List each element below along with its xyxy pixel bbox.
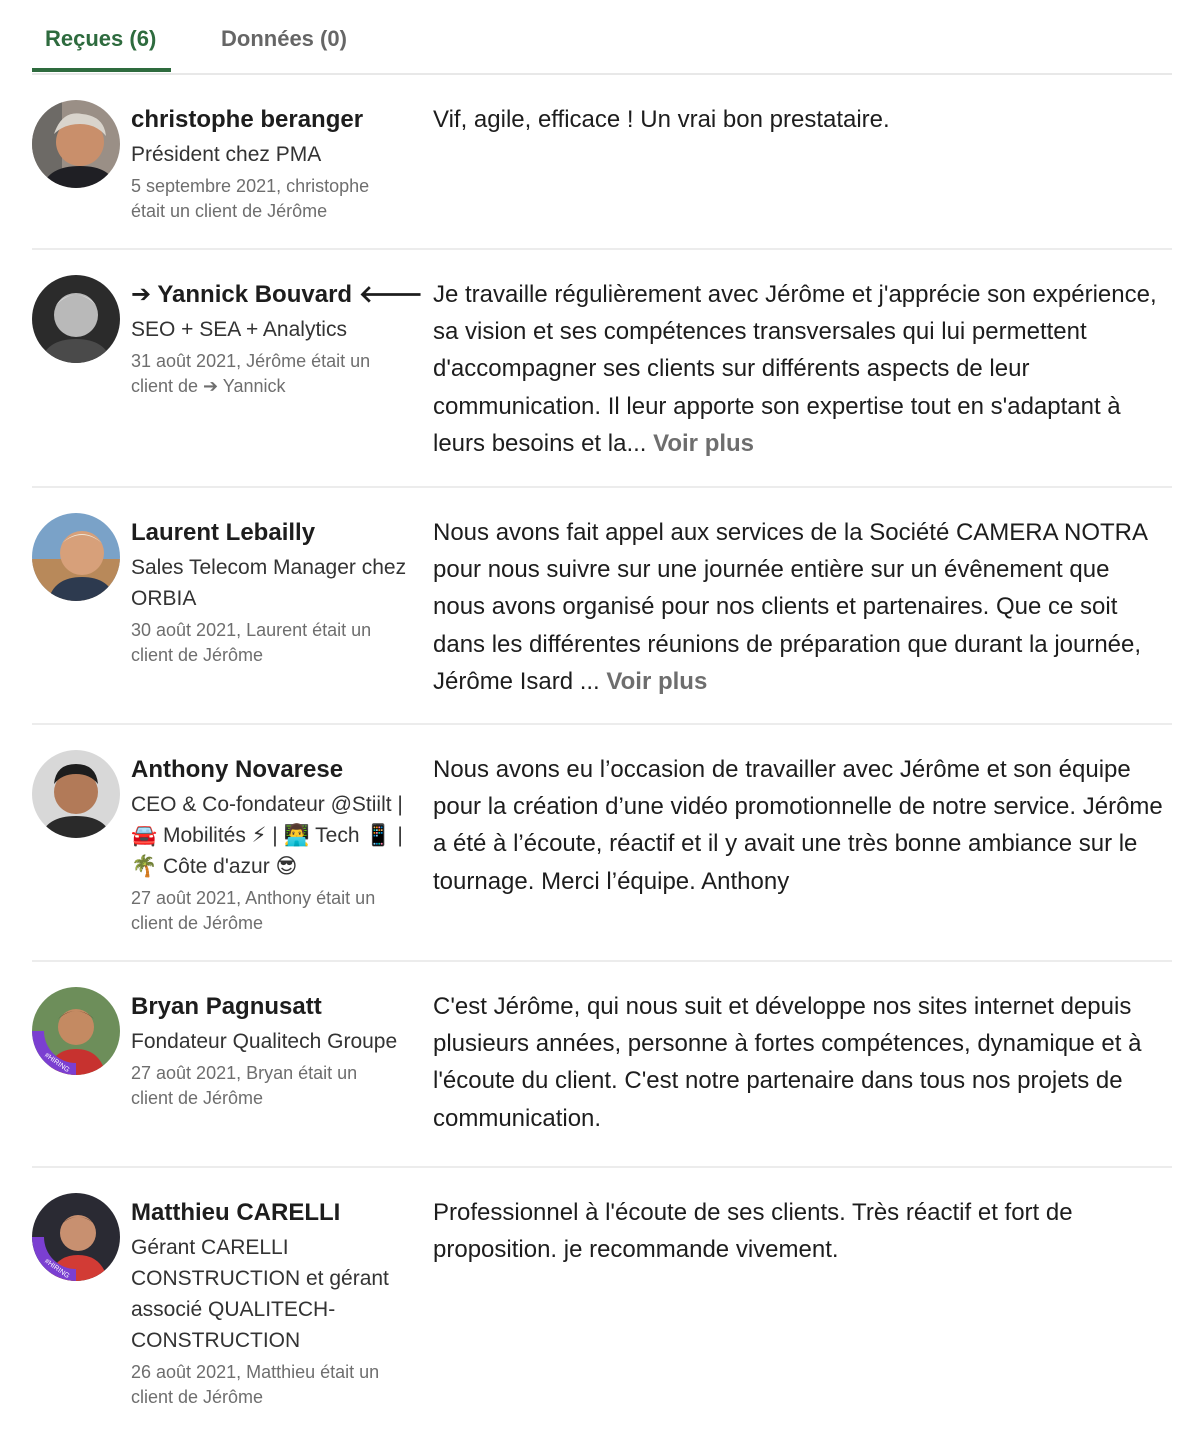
- relation-line: client de Jérôme: [131, 1088, 264, 1108]
- date-line: 27 août 2021, Anthony était un: [131, 888, 376, 908]
- hiring-badge-text: #HIRING: [43, 1257, 71, 1280]
- see-more-link[interactable]: Voir plus: [606, 667, 708, 695]
- person-photo-icon: [32, 275, 120, 363]
- date-line: 26 août 2021, Matthieu était un: [131, 1362, 380, 1382]
- see-more-link[interactable]: Voir plus: [653, 429, 755, 457]
- active-tab-indicator: [32, 68, 171, 72]
- avatar[interactable]: [32, 750, 120, 838]
- avatar[interactable]: [32, 1193, 120, 1281]
- recommender-headline: Sales Telecom Manager chez ORBIA: [131, 556, 407, 610]
- recommender-headline: Fondateur Qualitech Groupe: [131, 1030, 398, 1053]
- relation-line: client de ➔ Yannick: [131, 376, 286, 396]
- recommendation-body: Nous avons fait appel aux services de la Société CAMERA NOTRA pour nous suivre sur une journée entière sur un évênement que nous avons organisé pour nos clients et partenaires. Que ce soit dans les différentes réunions de préparation que durant la journée, Jérôme Isard ...: [433, 519, 1147, 695]
- date-line: 5 septembre 2021, christophe: [131, 176, 370, 196]
- recommender-headline: SEO + SEA + Analytics: [131, 318, 347, 341]
- recommender-name[interactable]: Anthony Novarese: [131, 756, 344, 783]
- recommendation-body: C'est Jérôme, qui nous suit et développe nos sites internet depuis plusieurs années, personne à fortes compétences, dynamique et à l'écoute du client. C'est notre partenaire dans tous nos projets de communication.: [433, 993, 1142, 1132]
- person-photo-hiring-icon: [32, 987, 120, 1075]
- avatar[interactable]: [32, 987, 120, 1075]
- recommendation-item: [32, 725, 1172, 962]
- recommendation-date: [131, 349, 416, 399]
- recommendation-text: [433, 751, 1168, 900]
- date-line: 31 août 2021, Jérôme était un: [131, 351, 371, 371]
- person-photo-hiring-icon: [32, 1193, 120, 1281]
- recommendation-date: [131, 1360, 416, 1410]
- recommender-name[interactable]: Bryan Pagnusatt: [131, 993, 322, 1020]
- person-photo-icon: [32, 750, 120, 838]
- recommender-headline: Gérant CARELLI CONSTRUCTION et gérant associé QUALITECH-CONSTRUCTION: [131, 1236, 389, 1352]
- date-line: 30 août 2021, Laurent était un: [131, 620, 372, 640]
- recommendation-item: [32, 1168, 1172, 1436]
- date-line: 27 août 2021, Bryan était un: [131, 1063, 358, 1083]
- tab-given[interactable]: Données (0): [221, 26, 347, 51]
- recommender-name[interactable]: Laurent Lebailly: [131, 519, 316, 546]
- recommender-name[interactable]: ➔ Yannick Bouvard 🡐: [131, 281, 424, 308]
- recommender-name[interactable]: Matthieu CARELLI: [131, 1199, 341, 1226]
- recommendation-item: [32, 250, 1172, 488]
- person-photo-icon: [32, 100, 120, 188]
- tab-bar: [32, 0, 1172, 75]
- recommendation-text: [433, 101, 1168, 138]
- recommender-info: [131, 1196, 416, 1410]
- recommendation-text: [433, 988, 1168, 1137]
- relation-line: client de Jérôme: [131, 1387, 264, 1407]
- recommender-info: [131, 103, 416, 224]
- recommendation-body: Nous avons eu l’occasion de travailler avec Jérôme et son équipe pour la création d’une vidéo promotionnelle de notre service. Jérôme a été à l’écoute, réactif et il y avait une très bonne ambiance sur le tournage. Merci l’équipe. Anthony: [433, 756, 1163, 895]
- hiring-badge-text: #HIRING: [43, 1051, 71, 1074]
- recommender-info: [131, 990, 416, 1111]
- recommendations-panel: [32, 0, 1172, 1436]
- recommendation-text: [433, 1194, 1168, 1268]
- recommender-info: [131, 516, 416, 668]
- recommendation-body: Vif, agile, efficace ! Un vrai bon prestataire.: [433, 106, 890, 133]
- recommendation-item: [32, 75, 1172, 250]
- relation-line: client de Jérôme: [131, 913, 264, 933]
- relation-line: était un client de Jérôme: [131, 201, 328, 221]
- avatar[interactable]: [32, 100, 120, 188]
- recommendation-date: [131, 1061, 416, 1111]
- avatar[interactable]: [32, 275, 120, 363]
- recommendation-date: [131, 618, 416, 668]
- recommender-info: [131, 753, 416, 936]
- recommendation-text: [433, 514, 1168, 700]
- recommendation-body: Professionnel à l'écoute de ses clients. Très réactif et fort de proposition. je recommande vivement.: [433, 1199, 1073, 1264]
- person-photo-icon: [32, 513, 120, 601]
- recommendation-item: [32, 488, 1172, 725]
- recommendation-text: [433, 276, 1168, 462]
- recommender-info: [131, 278, 424, 399]
- recommendation-date: [131, 886, 416, 936]
- recommendation-body: Je travaille régulièrement avec Jérôme et j'apprécie son expérience, sa vision et ses compétences transversales qui lui permettent d'accompagner ses clients sur différents aspects de leur communication. Il leur apporte son expertise tout en s'adaptant à leurs besoins et la...: [433, 281, 1157, 457]
- relation-line: client de Jérôme: [131, 645, 264, 665]
- recommendation-date: [131, 174, 416, 224]
- recommender-name[interactable]: christophe beranger: [131, 106, 364, 133]
- recommendation-item: [32, 962, 1172, 1168]
- avatar[interactable]: [32, 513, 120, 601]
- recommender-headline: CEO & Co-fondateur @Stiilt | 🚘 Mobilités ⚡ | 👨‍💻 Tech 📱 | 🌴 Côte d'azur 😎: [131, 793, 403, 878]
- tab-received[interactable]: Reçues (6): [45, 26, 157, 51]
- recommender-headline: Président chez PMA: [131, 143, 322, 166]
